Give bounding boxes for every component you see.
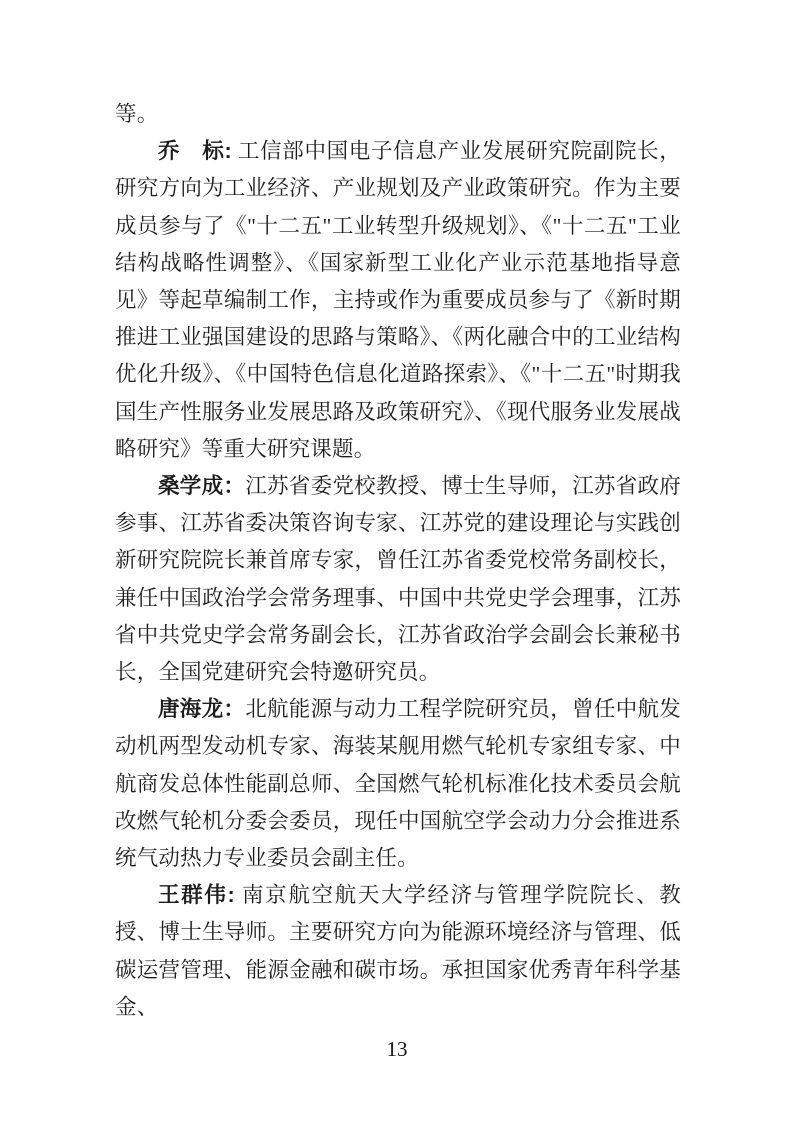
- paragraph-sang-xuecheng: [115, 468, 681, 691]
- paragraph-text: 工信部中国电子信息产业发展研究院副院长，研究方向为工业经济、产业规划及产业政策研究。作为主要成员参与了《"十二五"工业转型升级规划》、《"十二五"工业结构战略性调整》、《国家新型工业化产业示范基地指导意见》等起草编制工作，主持或作为重要成员参与了《新时期推进工业强国建设的思路与策略》、《两化融合中的工业结构优化升级》、《中国特色信息化道路探索》、《"十二五"时期我国生产性服务业发展思路及政策研究》、《现代服务业发展战略研究》等重大研究课题。: [115, 139, 681, 461]
- paragraph-text: 北航能源与动力工程学院研究员，曾任中航发动机两型发动机专家、海装某舰用燃气轮机专家组专家、中航商发总体性能副总师、全国燃气轮机标准化技术委员会航改燃气轮机分委会委员，现任中国航空学会动力分会推进系统气动热力专业委员会副主任。: [115, 697, 681, 871]
- person-name: 桑学成：: [158, 474, 246, 499]
- person-name: 乔 标:: [158, 139, 232, 164]
- paragraph-tang-hailong: [115, 691, 681, 877]
- text-block: [115, 96, 681, 1026]
- paragraph-continuation: [115, 96, 681, 133]
- paragraph-wang-qunwei: [115, 877, 681, 1026]
- paragraph-qiao-biao: [115, 133, 681, 468]
- page-number: 13: [386, 1037, 408, 1061]
- person-name: 唐海龙：: [158, 697, 246, 722]
- person-name: 王群伟:: [158, 883, 235, 908]
- paragraph-text: 等。: [115, 102, 159, 126]
- paragraph-text: 江苏省委党校教授、博士生导师，江苏省政府参事、江苏省委决策咨询专家、江苏党的建设理论与实践创新研究院院长兼首席专家，曾任江苏省委党校常务副校长，兼任中国政治学会常务理事、中国中共党史学会理事，江苏省中共党史学会常务副会长，江苏省政治学会副会长兼秘书长，全国党建研究会特邀研究员。: [115, 474, 681, 685]
- paragraph-text: 南京航空航天大学经济与管理学院院长、教授、博士生导师。主要研究方向为能源环境经济与管理、低碳运营管理、能源金融和碳市场。承担国家优秀青年科学基金、: [115, 883, 681, 1019]
